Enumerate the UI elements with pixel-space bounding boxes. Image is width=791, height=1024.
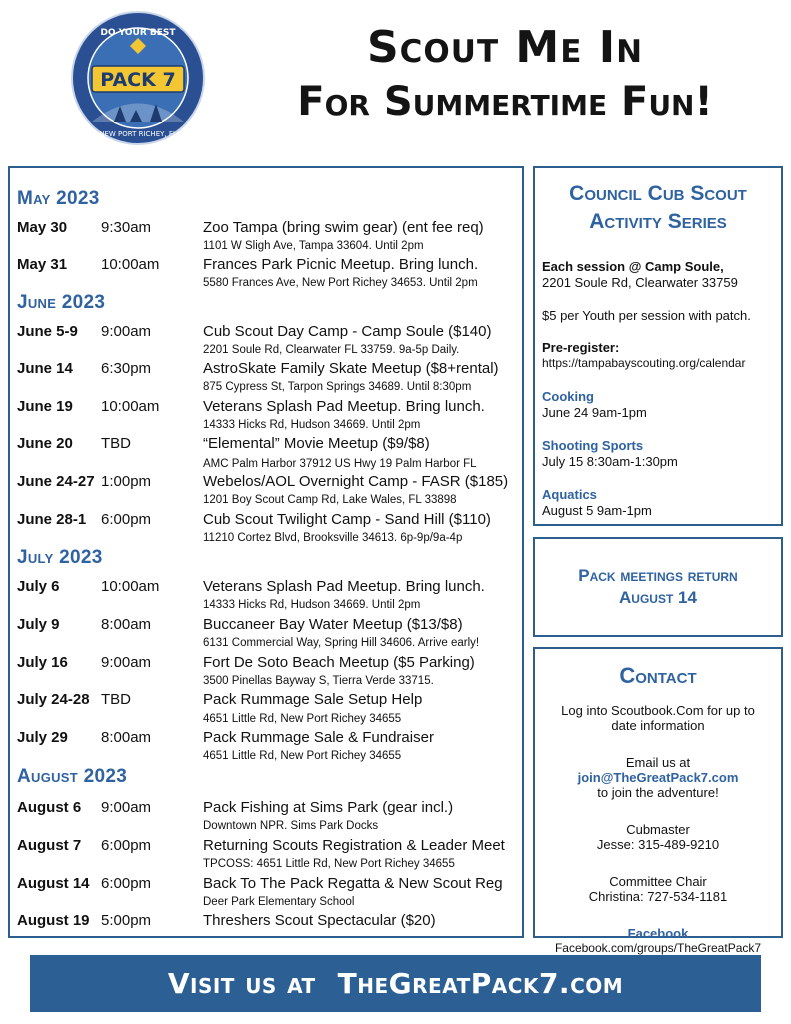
website-link[interactable]: TheGreatPack7.com: [337, 967, 624, 1000]
event-date: July 24-28: [17, 691, 90, 708]
event-date: June 14: [17, 360, 73, 377]
event-title: Zoo Tampa (bring swim gear) (ent fee req): [203, 219, 484, 236]
event-title: Pack Rummage Sale Setup Help: [203, 691, 423, 708]
month-heading: June 2023: [17, 292, 106, 313]
event-date: June 24-27: [17, 473, 95, 490]
event-date: June 19: [17, 398, 73, 415]
event-time: 6:00pm: [101, 875, 152, 892]
email-link[interactable]: join@TheGreatPack7.com: [577, 770, 739, 785]
activity-name: Cooking: [542, 389, 594, 404]
event-time: 6:00pm: [101, 511, 152, 528]
event-time: 9:00am: [101, 323, 152, 340]
pack-meetings-line2: August 14: [619, 588, 697, 607]
facebook-link[interactable]: Facebook.com/groups/TheGreatPack7: [554, 941, 762, 955]
logo-bottom-text: NEW PORT RICHEY, FL: [99, 130, 177, 138]
event-title: Webelos/AOL Overnight Camp - FASR ($185): [203, 473, 509, 490]
event-title: AstroSkate Family Skate Meetup ($8+rental): [203, 360, 499, 377]
event-address: 5580 Frances Ave, New Port Richey 34653. Until 2pm: [203, 277, 478, 289]
event-address: 3500 Pinellas Bayway S, Tierra Verde 33715.: [203, 675, 434, 687]
activity-date: June 24 9am-1pm: [542, 405, 647, 420]
pack7-logo: [70, 10, 206, 146]
event-time: 6:00pm: [101, 837, 152, 854]
event-date: June 28-1: [17, 511, 87, 528]
event-title: Veterans Splash Pad Meetup. Bring lunch.: [203, 578, 485, 595]
event-time: 10:00am: [101, 256, 160, 273]
event-title: Pack Fishing at Sims Park (gear incl.): [203, 799, 454, 816]
event-time: 8:00am: [101, 729, 152, 746]
committee-chair-label: Committee Chair: [609, 874, 707, 889]
event-time: 9:00am: [101, 654, 152, 671]
committee-chair-phone: Christina: 727-534-1181: [588, 889, 728, 904]
event-address: 4651 Little Rd, New Port Richey 34655: [203, 750, 402, 762]
event-address: 11210 Cortez Blvd, Brooksville 34613. 6p-9p/9a-4p: [203, 532, 463, 544]
event-time: 1:00pm: [101, 473, 152, 490]
event-title: Frances Park Picnic Meetup. Bring lunch.: [203, 256, 479, 273]
login-line2: date information: [611, 718, 705, 733]
event-date: July 16: [17, 654, 68, 671]
event-time: TBD: [101, 435, 131, 452]
event-title: Threshers Scout Spectacular ($20): [203, 912, 436, 929]
event-time: 6:30pm: [101, 360, 152, 377]
event-address: TPCOSS: 4651 Little Rd, New Port Richey 34655: [203, 858, 455, 870]
banner-prefix: Visit us at: [167, 967, 316, 1000]
pack-meetings-line1: Pack meetings return: [578, 566, 738, 585]
event-title: Returning Scouts Registration & Leader Meet: [203, 837, 505, 854]
event-title: “Elemental” Movie Meetup ($9/$8): [203, 435, 430, 452]
event-date: July 6: [17, 578, 60, 595]
event-time: TBD: [101, 691, 131, 708]
event-date: May 31: [17, 256, 68, 273]
council-title-line1: Council Cub Scout: [569, 182, 747, 205]
activity-date: August 5 9am-1pm: [542, 503, 652, 518]
logo-name: PACK 7: [100, 69, 176, 91]
event-title: Fort De Soto Beach Meetup ($5 Parking): [203, 654, 475, 671]
event-title: Back To The Pack Regatta & New Scout Reg: [203, 875, 503, 892]
event-time: 8:00am: [101, 616, 152, 633]
headline: [225, 22, 785, 128]
headline-line2: For Summertime Fun!: [297, 79, 713, 125]
activity-name: Aquatics: [542, 487, 597, 502]
month-heading: July 2023: [17, 547, 103, 568]
event-date: August 19: [17, 912, 90, 929]
event-date: May 30: [17, 219, 68, 236]
email-outro: to join the adventure!: [597, 785, 719, 800]
event-time: 9:00am: [101, 799, 152, 816]
event-address: AMC Palm Harbor 37912 US Hwy 19 Palm Harbor FL: [203, 458, 477, 470]
event-title: Cub Scout Day Camp - Camp Soule ($140): [203, 323, 492, 340]
event-address: Deer Park Elementary School: [203, 896, 355, 908]
session-price: $5 per Youth per session with patch.: [542, 308, 751, 323]
contact-title: Contact: [619, 663, 697, 688]
event-date: July 29: [17, 729, 68, 746]
preregister-link[interactable]: https://tampabayscouting.org/calendar: [542, 356, 746, 370]
council-title-line2: Activity Series: [589, 210, 727, 233]
event-address: Downtown NPR. Sims Park Docks: [203, 820, 379, 832]
session-address: 2201 Soule Rd, Clearwater 33759: [542, 275, 738, 290]
event-address: 1201 Boy Scout Camp Rd, Lake Wales, FL 33898: [203, 494, 457, 506]
cubmaster-label: Cubmaster: [626, 822, 690, 837]
event-date: August 14: [17, 875, 90, 892]
event-title: Veterans Splash Pad Meetup. Bring lunch.: [203, 398, 485, 415]
event-date: July 9: [17, 616, 60, 633]
cubmaster-phone: Jesse: 315-489-9210: [596, 837, 720, 852]
event-time: 10:00am: [101, 578, 160, 595]
headline-line1: Scout Me In: [366, 22, 644, 73]
email-intro: Email us at: [625, 755, 691, 770]
month-heading: August 2023: [17, 766, 128, 787]
event-address: 14333 Hicks Rd, Hudson 34669. Until 2pm: [203, 599, 421, 611]
event-address: 1101 W Sligh Ave, Tampa 33604. Until 2pm: [203, 240, 424, 252]
event-address: 14333 Hicks Rd, Hudson 34669. Until 2pm: [203, 419, 421, 431]
facebook-label: Facebook: [627, 926, 689, 941]
event-date: June 5-9: [17, 323, 78, 340]
event-title: Buccaneer Bay Water Meetup ($13/$8): [203, 616, 463, 633]
activity-date: July 15 8:30am-1:30pm: [542, 454, 678, 469]
event-time: 10:00am: [101, 398, 160, 415]
event-address: 4651 Little Rd, New Port Richey 34655: [203, 713, 402, 725]
preregister-label: Pre-register:: [542, 340, 620, 355]
council-title: [535, 180, 781, 236]
council-activity-panel: [533, 166, 783, 526]
website-banner: [30, 955, 761, 1012]
event-time: 5:00pm: [101, 912, 152, 929]
event-address: 2201 Soule Rd, Clearwater FL 33759. 9a-5p Daily.: [203, 344, 460, 356]
event-time: 9:30am: [101, 219, 152, 236]
activity-name: Shooting Sports: [542, 438, 644, 453]
logo-top-text: DO YOUR BEST: [100, 28, 176, 38]
pack-meetings-panel: [533, 537, 783, 637]
event-date: August 7: [17, 837, 82, 854]
event-date: August 6: [17, 799, 82, 816]
event-address: 6131 Commercial Way, Spring Hill 34606. Arrive early!: [203, 637, 480, 649]
contact-panel: [533, 647, 783, 955]
schedule-panel: [8, 166, 524, 938]
month-heading: May 2023: [17, 188, 100, 209]
event-date: June 20: [17, 435, 73, 452]
event-address: 875 Cypress St, Tarpon Springs 34689. Until 8:30pm: [203, 381, 472, 393]
session-label: Each session @ Camp Soule,: [542, 259, 724, 274]
event-title: Pack Rummage Sale & Fundraiser: [203, 729, 434, 746]
login-line1: Log into Scoutbook.Com for up to: [561, 703, 755, 718]
event-title: Cub Scout Twilight Camp - Sand Hill ($110): [203, 511, 491, 528]
pack-meetings-text: [535, 565, 781, 609]
